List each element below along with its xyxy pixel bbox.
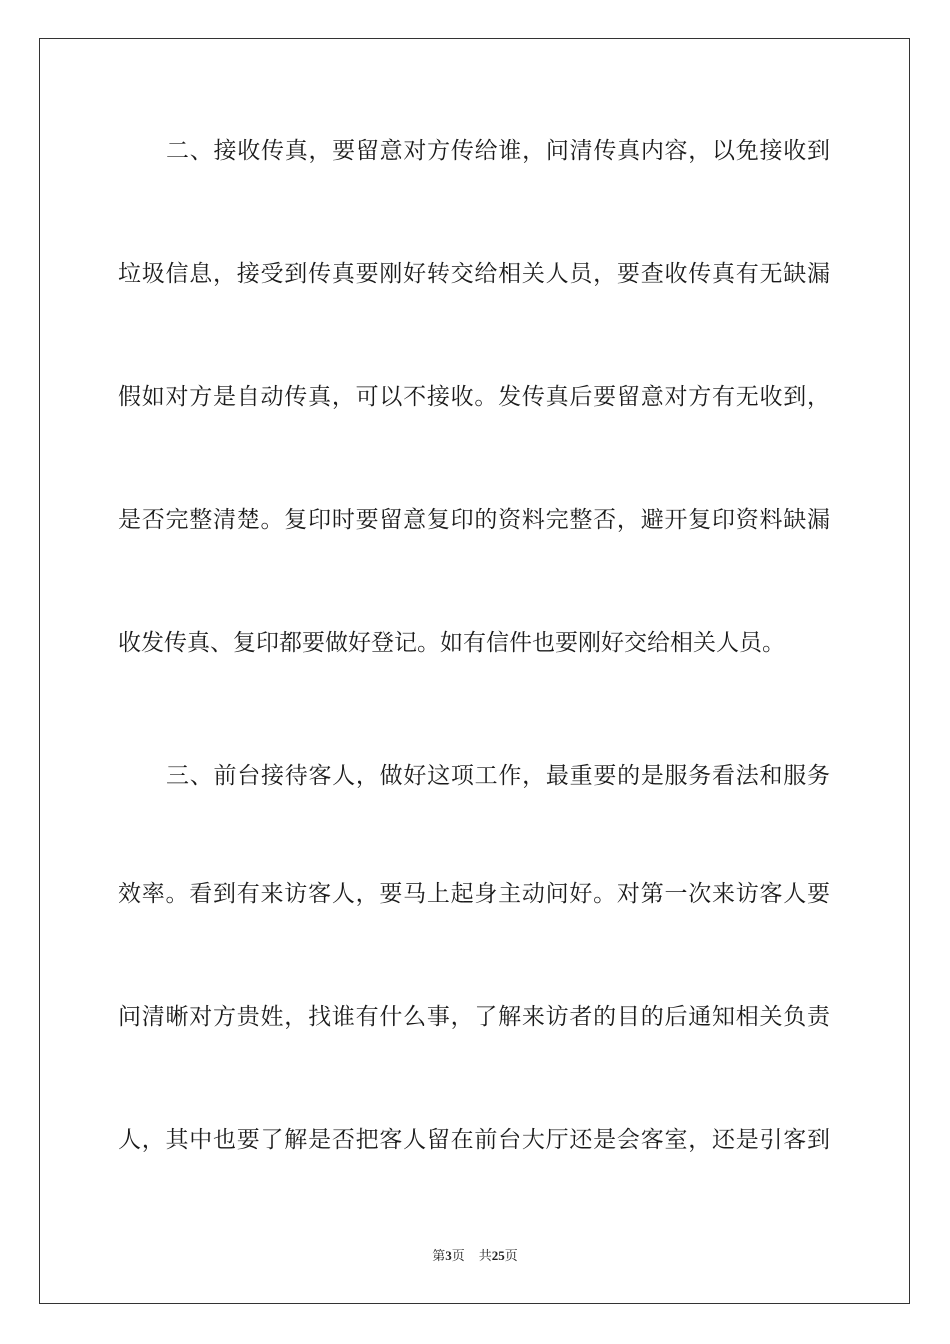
paragraph-line: 人，其中也要了解是否把客人留在前台大厅还是会客室，还是引客到 — [118, 1127, 830, 1153]
paragraph-line: 三、前台接待客人，做好这项工作，最重要的是服务看法和服务 — [166, 763, 830, 789]
paragraph-line: 问清晰对方贵姓，找谁有什么事，了解来访者的目的后通知相关负责 — [118, 1004, 830, 1030]
page-number: 3 — [445, 1248, 452, 1263]
paragraph-line: 假如对方是自动传真，可以不接收。发传真后要留意对方有无收到， — [118, 384, 830, 410]
page-prefix: 第 — [432, 1249, 446, 1264]
page-suffix: 页 — [451, 1249, 465, 1264]
paragraph-line: 二、接收传真，要留意对方传给谁，问清传真内容，以免接收到 — [166, 138, 830, 164]
paragraph-line: 是否完整清楚。复印时要留意复印的资料完整否，避开复印资料缺漏 — [118, 507, 830, 533]
total-prefix: 共 — [478, 1249, 492, 1264]
total-suffix: 页 — [504, 1249, 518, 1264]
paragraph-line: 垃圾信息，接受到传真要刚好转交给相关人员，要查收传真有无缺漏 — [118, 261, 830, 287]
page-footer — [0, 1246, 950, 1267]
paragraph-line: 效率。看到有来访客人，要马上起身主动问好。对第一次来访客人要 — [118, 881, 830, 907]
paragraph-line: 收发传真、复印都要做好登记。如有信件也要刚好交给相关人员。 — [118, 630, 785, 656]
total-pages: 25 — [491, 1248, 505, 1263]
page-border — [39, 38, 910, 1304]
